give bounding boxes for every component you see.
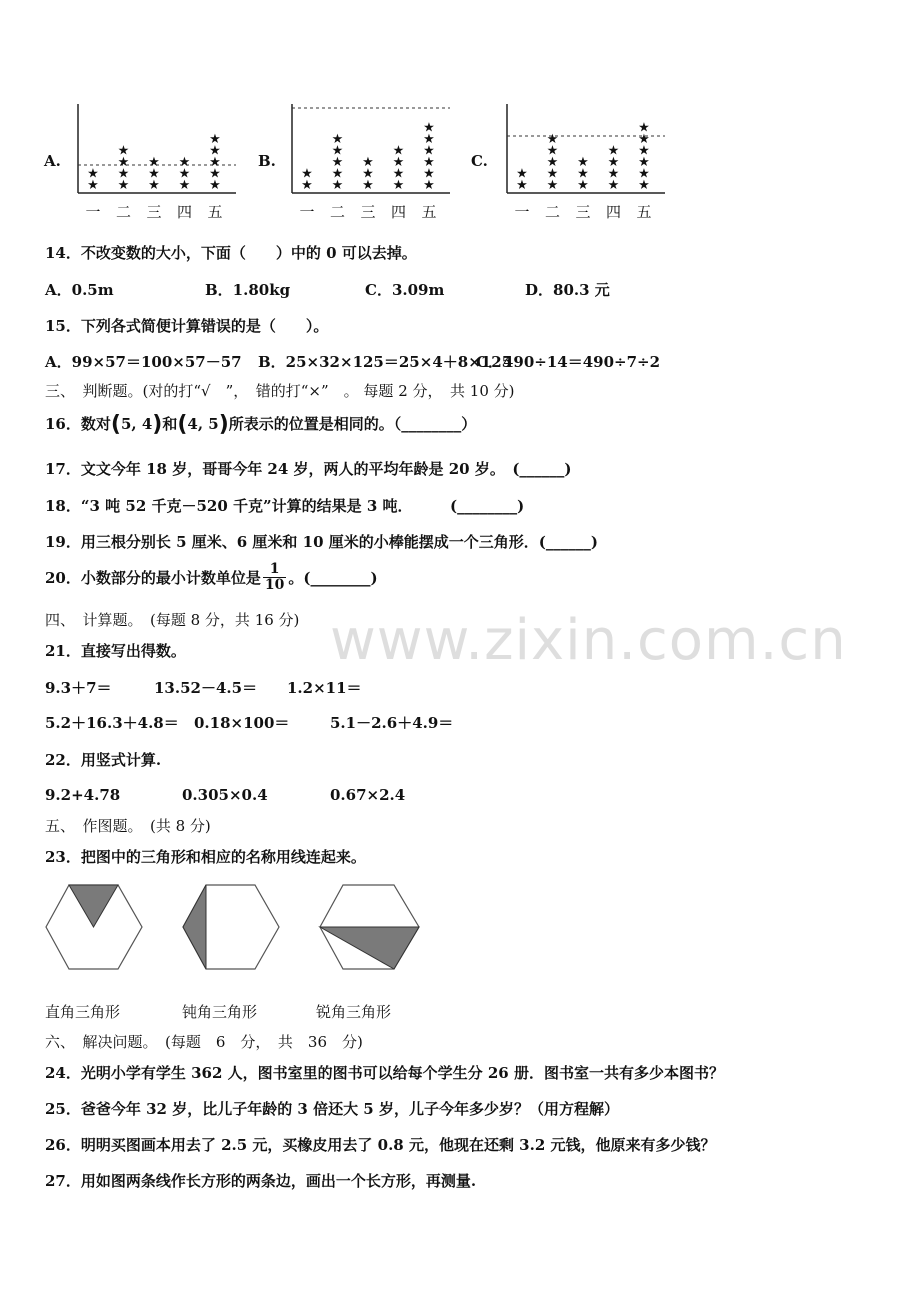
q21-item: 5.2＋16.3＋4.8＝: [45, 714, 179, 732]
star-mark: ★: [331, 178, 344, 193]
category-label: 四: [390, 203, 407, 221]
star-mark: ★: [607, 166, 620, 182]
star-mark: ★: [423, 132, 435, 147]
q20-pre: 20．小数部分的最小计数单位是: [45, 569, 261, 587]
star-mark: ★: [577, 155, 589, 170]
category-label: 三: [360, 203, 376, 221]
section-4-heading: 四、 计算题。 (每题 8 分，共 16 分): [45, 611, 300, 629]
star-mark: ★: [546, 178, 559, 193]
pictograph-c: [499, 100, 674, 225]
category-label: 三: [575, 203, 591, 221]
star-mark: ★: [148, 166, 160, 182]
star-mark: ★: [638, 178, 650, 193]
q16-mid: 和: [162, 415, 178, 433]
star-mark: ★: [607, 143, 620, 159]
q21-item: 9.3＋7＝: [45, 679, 112, 697]
category-label: 一: [85, 203, 101, 221]
star-mark: ★: [392, 143, 405, 159]
star-mark: ★: [209, 143, 221, 159]
q15-stem: 15．下列各式简便计算错误的是（ ）。: [45, 317, 329, 335]
watermark: www.zixin.com.cn: [330, 608, 847, 673]
fraction-denominator: 10: [264, 577, 285, 593]
q27: 27．用如图两条线作长方形的两条边，画出一个长方形，再测量.: [45, 1172, 477, 1190]
q22-item: 9.2+4.78: [45, 786, 121, 804]
star-mark: ★: [87, 178, 99, 193]
star-mark: ★: [607, 178, 620, 193]
fraction: [263, 562, 286, 593]
q14-option-a[interactable]: A．0.5m: [45, 281, 114, 299]
star-mark: ★: [423, 120, 435, 136]
star-mark: ★: [209, 155, 221, 170]
q23-stem: 23．把图中的三角形和相应的名称用线连起来。: [45, 848, 366, 866]
q14-option-b[interactable]: B．1.80kg: [205, 281, 291, 299]
category-label: 一: [514, 203, 530, 221]
option-c-letter: C.: [471, 152, 488, 170]
q20-post: 。(________): [288, 569, 378, 587]
q20: [45, 562, 378, 593]
q24: 24．光明小学有学生 362 人，图书室里的图书可以给每个学生分 26 册．图书室一共有多少本图书？: [45, 1064, 724, 1082]
star-mark: ★: [209, 166, 221, 182]
fraction-numerator: 1: [263, 562, 286, 578]
category-label: 二: [329, 203, 346, 221]
q18: 18．“3 吨 52 千克－520 千克”计算的结果是 3 吨． (________): [45, 497, 525, 515]
star-mark: ★: [178, 166, 191, 182]
star-mark: ★: [178, 178, 191, 193]
star-mark: ★: [117, 178, 130, 193]
star-mark: ★: [301, 166, 313, 182]
star-mark: ★: [516, 166, 528, 182]
star-mark: ★: [423, 155, 435, 170]
q17: 17．文文今年 18 岁，哥哥今年 24 岁，两人的平均年龄是 20 岁。 (______): [45, 460, 572, 478]
q14-stem: 14．不改变数的大小，下面（ ）中的 0 可以去掉。: [45, 244, 417, 262]
star-mark: ★: [117, 143, 130, 159]
category-label: 五: [421, 203, 437, 221]
q16-pair-1: 5, 4: [120, 415, 153, 433]
label-acute-triangle[interactable]: 锐角三角形: [316, 1003, 392, 1021]
q22-item: 0.67×2.4: [330, 786, 406, 804]
star-mark: ★: [331, 132, 344, 147]
q26: 26．明明买图画本用去了 2.5 元，买橡皮用去了 0.8 元，他现在还剩 3.2 元钱，他原来有多少钱？: [45, 1136, 716, 1154]
pictograph-b: [284, 100, 459, 225]
star-mark: ★: [392, 178, 405, 193]
category-label: 五: [636, 203, 652, 221]
star-mark: ★: [577, 178, 589, 193]
q21-item: 1.2×11＝: [287, 679, 362, 697]
star-mark: ★: [577, 166, 589, 182]
star-mark: ★: [362, 155, 374, 170]
star-mark: ★: [638, 143, 650, 159]
star-mark: ★: [331, 143, 344, 159]
star-mark: ★: [87, 166, 99, 182]
label-right-triangle[interactable]: 直角三角形: [45, 1003, 121, 1021]
category-label: 四: [605, 203, 622, 221]
star-mark: ★: [178, 155, 191, 170]
q21-stem: 21．直接写出得数。: [45, 642, 186, 660]
hexagon-right-triangle-figure: [44, 882, 144, 974]
category-label: 四: [176, 203, 193, 221]
q15-option-a[interactable]: A．99×57＝100×57－57: [45, 353, 242, 371]
q25: 25．爸爸今年 32 岁，比儿子年龄的 3 倍还大 5 岁，儿子今年多少岁？（用方程解）: [45, 1100, 619, 1118]
section-3-heading: 三、 判断题。(对的打“√ ”， 错的打“×” 。 每题 2 分， 共 10 分): [45, 382, 515, 400]
label-obtuse-triangle[interactable]: 钝角三角形: [182, 1003, 258, 1021]
star-mark: ★: [638, 132, 650, 147]
q22-item: 0.305×0.4: [182, 786, 268, 804]
q21-item: 5.1－2.6＋4.9＝: [330, 714, 454, 732]
star-mark: ★: [607, 155, 620, 170]
category-label: 二: [115, 203, 132, 221]
star-mark: ★: [117, 166, 130, 182]
star-mark: ★: [148, 178, 160, 193]
section-5-heading: 五、 作图题。 (共 8 分): [45, 817, 211, 835]
star-mark: ★: [331, 166, 344, 182]
category-label: 一: [299, 203, 315, 221]
category-label: 三: [146, 203, 162, 221]
q15-option-b[interactable]: B．25×32×125＝25×4＋8×125: [258, 353, 513, 371]
option-a-letter: A.: [44, 152, 61, 170]
star-mark: ★: [546, 132, 559, 147]
star-mark: ★: [362, 178, 374, 193]
pictograph-a: [70, 100, 245, 225]
star-mark: ★: [209, 178, 221, 193]
q16: 16．数对(5, 4)和(4, 5)所表示的位置是相同的。（________）: [45, 412, 477, 437]
hexagon-acute-triangle-figure: [318, 882, 422, 974]
q16-post: 所表示的位置是相同的。（________）: [228, 415, 477, 433]
star-mark: ★: [117, 155, 130, 170]
q16-pre: 16．数对: [45, 415, 111, 433]
option-b-letter: B.: [258, 152, 276, 170]
q16-pair-2: 4, 5: [187, 415, 219, 433]
category-label: 五: [207, 203, 223, 221]
star-mark: ★: [392, 155, 405, 170]
q19: 19．用三根分别长 5 厘米、6 厘米和 10 厘米的小棒能摆成一个三角形．(______): [45, 533, 598, 551]
star-mark: ★: [423, 143, 435, 159]
star-mark: ★: [331, 155, 344, 170]
q22-stem: 22．用竖式计算.: [45, 751, 162, 769]
star-mark: ★: [148, 155, 160, 170]
star-mark: ★: [301, 178, 313, 193]
category-label: 二: [544, 203, 561, 221]
star-mark: ★: [638, 120, 650, 136]
q14-option-c[interactable]: C．3.09m: [365, 281, 445, 299]
star-mark: ★: [362, 166, 374, 182]
q15-option-c[interactable]: C．490÷14＝490÷7÷2: [476, 353, 661, 371]
star-mark: ★: [392, 166, 405, 182]
star-mark: ★: [516, 178, 528, 193]
star-mark: ★: [209, 132, 221, 147]
star-mark: ★: [423, 166, 435, 182]
star-mark: ★: [638, 166, 650, 182]
star-mark: ★: [423, 178, 435, 193]
star-mark: ★: [546, 143, 559, 159]
star-mark: ★: [546, 166, 559, 182]
q21-item: 13.52－4.5＝: [154, 679, 258, 697]
q14-option-d[interactable]: D．80.3 元: [525, 281, 610, 299]
section-6-heading: 六、 解决问题。 (每题 6 分， 共 36 分): [45, 1033, 363, 1051]
hexagon-obtuse-triangle-figure: [181, 882, 281, 974]
star-mark: ★: [638, 155, 650, 170]
q21-item: 0.18×100＝: [194, 714, 290, 732]
star-mark: ★: [546, 155, 559, 170]
